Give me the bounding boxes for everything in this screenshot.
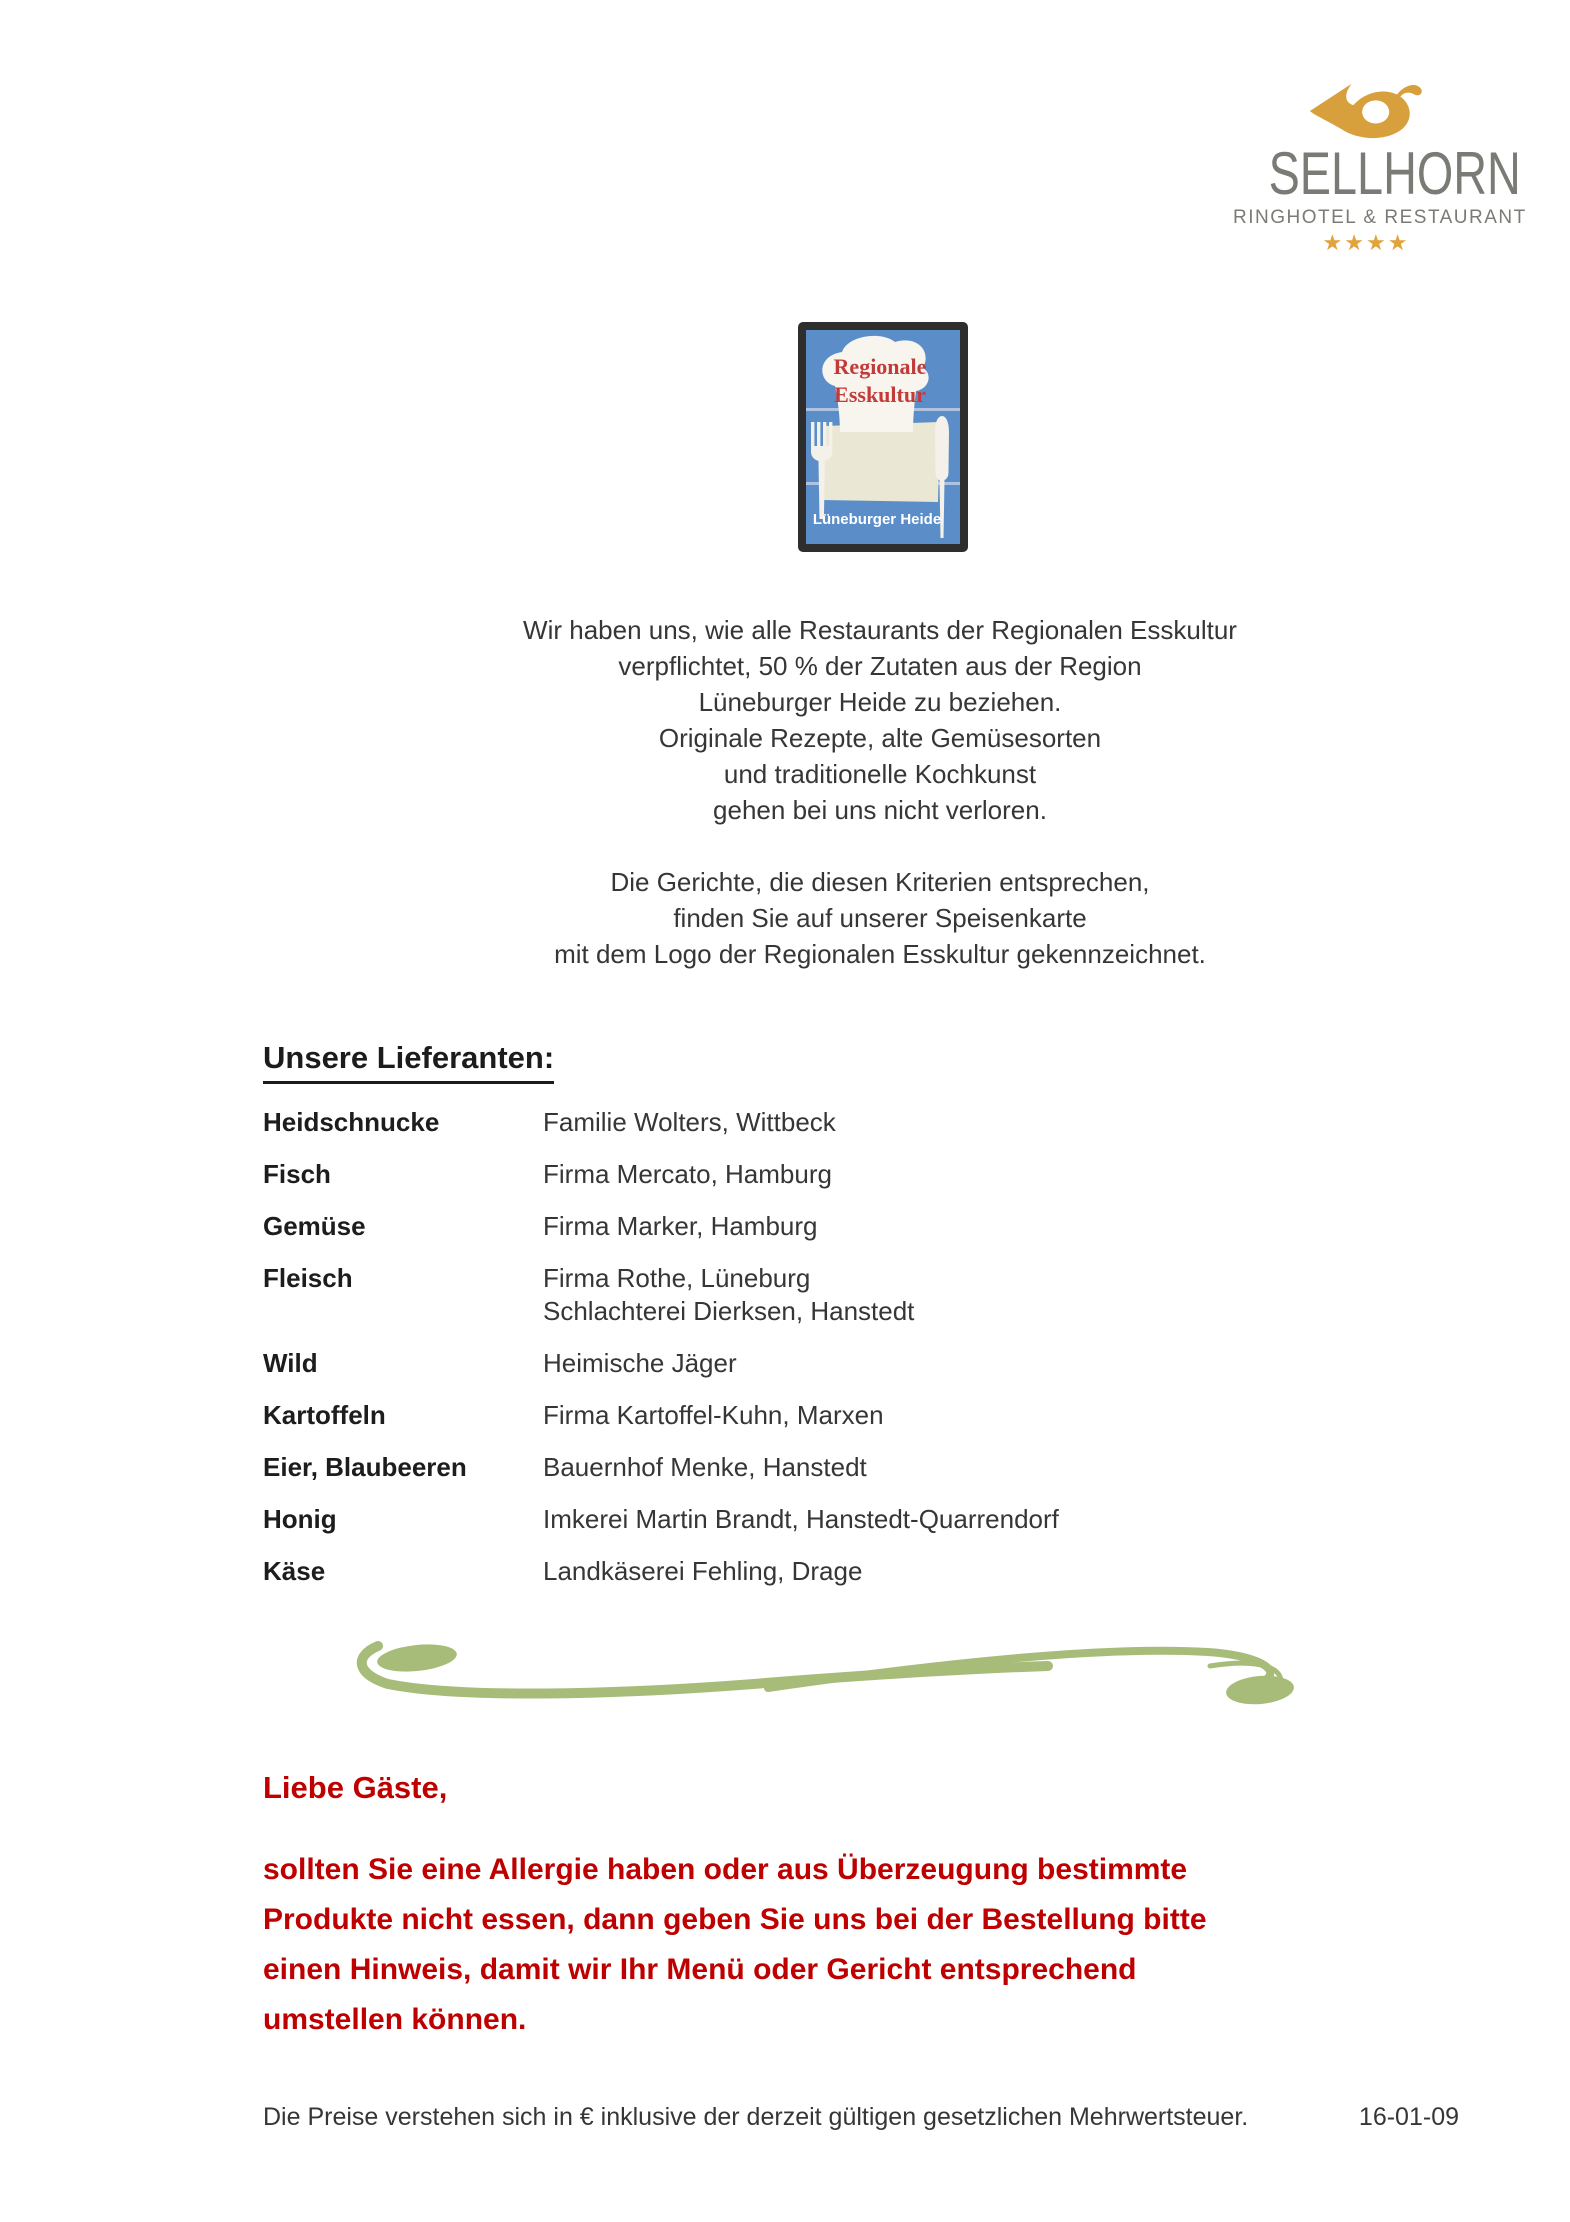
intro-line: Lüneburger Heide zu beziehen. — [698, 687, 1062, 717]
supplier-row — [263, 1106, 1313, 1139]
stamp-region-label: Lüneburger Heide — [812, 511, 942, 528]
supplier-value-line: Schlachterei Dierksen, Hanstedt — [543, 1296, 915, 1326]
notice-line: Produkte nicht essen, dann geben Sie uns bei der Bestellung bitte — [263, 1903, 1207, 1936]
intro-paragraph — [280, 612, 1480, 828]
supplier-label: Eier, Blaubeeren — [263, 1452, 467, 1482]
brand-subtitle: RINGHOTEL & RESTAURANT — [1233, 207, 1527, 228]
supplier-value-line: Firma Rothe, Lüneburg — [543, 1263, 811, 1293]
supplier-value — [543, 1262, 914, 1328]
supplier-value: Familie Wolters, Wittbeck — [543, 1107, 836, 1137]
brand-logo — [1233, 80, 1527, 256]
regionale-esskultur-stamp — [798, 322, 968, 552]
supplier-value: Firma Kartoffel-Kuhn, Marxen — [543, 1400, 884, 1430]
star-rating: ★★★★ — [1322, 230, 1410, 255]
supplier-label: Fisch — [263, 1159, 331, 1189]
notice-line: umstellen können. — [263, 2003, 527, 2036]
stamp-title-line2: Esskultur — [834, 382, 926, 407]
criteria-line: mit dem Logo der Regionalen Esskultur gekennzeichnet. — [554, 939, 1206, 969]
notice-line: sollten Sie eine Allergie haben oder aus Überzeugung bestimmte — [263, 1853, 1188, 1886]
supplier-row — [263, 1399, 1313, 1432]
footer-date: 16-01-09 — [1358, 2103, 1459, 2131]
supplier-row — [263, 1555, 1313, 1588]
footer — [263, 2103, 1459, 2132]
green-flourish-divider — [348, 1640, 1298, 1712]
intro-line: und traditionelle Kochkunst — [723, 759, 1037, 789]
supplier-value: Bauernhof Menke, Hanstedt — [543, 1452, 867, 1482]
supplier-row — [263, 1451, 1313, 1484]
criteria-line: Die Gerichte, die diesen Kriterien entsprechen, — [610, 867, 1150, 897]
supplier-value: Heimische Jäger — [543, 1348, 737, 1378]
supplier-row — [263, 1210, 1313, 1243]
intro-line: gehen bei uns nicht verloren. — [713, 795, 1047, 825]
suppliers-list — [263, 1106, 1313, 1607]
supplier-label: Wild — [263, 1348, 318, 1378]
supplier-value: Imkerei Martin Brandt, Hanstedt-Quarrendorf — [543, 1504, 1059, 1534]
supplier-label: Gemüse — [263, 1211, 366, 1241]
notice-line: einen Hinweis, damit wir Ihr Menü oder Gericht entsprechend — [263, 1953, 1137, 1986]
criteria-line: finden Sie auf unserer Speisenkarte — [673, 903, 1087, 933]
supplier-label: Heidschnucke — [263, 1107, 440, 1137]
supplier-label: Fleisch — [263, 1263, 353, 1293]
supplier-value: Landkäserei Fehling, Drage — [543, 1556, 863, 1586]
post-horn-icon — [1307, 80, 1425, 140]
stamp-title-line1: Regionale — [833, 354, 927, 379]
intro-line: Wir haben uns, wie alle Restaurants der Regionalen Esskultur — [523, 615, 1237, 645]
criteria-paragraph — [280, 864, 1480, 972]
footer-vat-note: Die Preise verstehen sich in € inklusive der derzeit gültigen gesetzlichen Mehrwertsteuer. — [263, 2103, 1249, 2131]
supplier-row — [263, 1503, 1313, 1536]
supplier-label: Honig — [263, 1504, 337, 1534]
brand-name: SELLHORN — [1268, 140, 1521, 207]
guest-notice — [263, 1845, 1403, 2045]
supplier-label: Käse — [263, 1556, 326, 1586]
supplier-value: Firma Marker, Hamburg — [543, 1211, 818, 1241]
intro-line: verpflichtet, 50 % der Zutaten aus der Region — [618, 651, 1142, 681]
suppliers-heading: Unsere Lieferanten: — [263, 1040, 554, 1084]
supplier-value: Firma Mercato, Hamburg — [543, 1159, 832, 1189]
supplier-row — [263, 1347, 1313, 1380]
supplier-label: Kartoffeln — [263, 1400, 386, 1430]
supplier-row — [263, 1158, 1313, 1191]
supplier-row — [263, 1262, 1313, 1328]
notice-salutation: Liebe Gäste, — [263, 1770, 448, 1805]
intro-line: Originale Rezepte, alte Gemüsesorten — [658, 723, 1102, 753]
